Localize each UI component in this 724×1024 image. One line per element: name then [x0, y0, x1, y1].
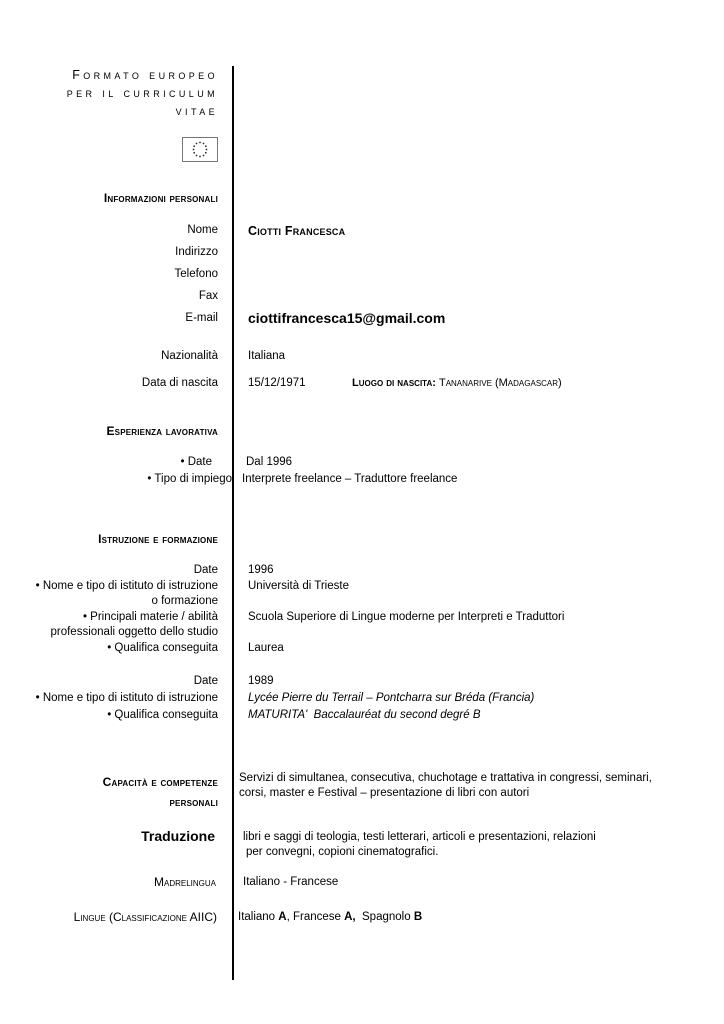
- lingue-value: [238, 910, 422, 925]
- cv-title-line-3: vitae: [175, 104, 218, 118]
- cv-title: [40, 66, 218, 120]
- nazionalita-label: Nazionalità: [161, 350, 218, 362]
- nascita-value: 15/12/1971: [248, 377, 306, 389]
- edu1-qualifica-label: • Qualifica conseguita: [107, 642, 218, 654]
- luogo-label: Luogo di nascita:: [352, 377, 436, 389]
- edu1-istituto-value: Università di Trieste: [248, 580, 349, 592]
- edu2-qualifica-label: • Qualifica conseguita: [107, 709, 218, 721]
- edu1-materie-label-line-2: professionali oggetto dello studio: [50, 626, 218, 638]
- nome-value: Ciotti Francesca: [248, 224, 346, 238]
- madrelingua-label: Madrelingua: [153, 875, 216, 889]
- edu2-qualifica-value: MATURITA' Baccalauréat du second degré B: [248, 709, 481, 721]
- skills-text-line-2: corsi, master e Festival – presentazione di libri con autori: [239, 787, 530, 799]
- edu1-materie-label-line-1: • Principali materie / abilità: [82, 611, 218, 623]
- edu2-istituto-label: • Nome e tipo di istituto di istruzione: [35, 692, 218, 704]
- lingua-1-grade: A: [278, 911, 287, 923]
- lingua-2-grade: A,: [344, 911, 356, 923]
- section-skills: [40, 772, 218, 812]
- edu1-materie-label: [20, 610, 218, 640]
- madrelingua-value: Italiano - Francese: [243, 876, 339, 888]
- skills-text-line-1: Servizi di simultanea, consecutiva, chuchotage e trattativa in congressi, seminari,: [239, 772, 652, 784]
- indirizzo-label: Indirizzo: [175, 246, 218, 258]
- traduzione-text-line-1: libri e saggi di teologia, testi letterari, articoli e presentazioni, relazioni: [243, 831, 596, 843]
- work-date-label: • Date: [180, 456, 212, 468]
- edu1-materie-value: Scuola Superiore di Lingue moderne per Interpreti e Traduttori: [248, 611, 565, 623]
- edu1-istituto-label-line-1: • Nome e tipo di istituto di istruzione: [35, 580, 218, 592]
- luogo-nascita: [352, 376, 562, 391]
- edu1-qualifica-value: Laurea: [248, 642, 284, 654]
- lingua-1: Italiano: [238, 911, 279, 923]
- skills-text: [239, 771, 652, 801]
- email-value[interactable]: ciottifrancesca15@gmail.com: [248, 310, 446, 326]
- edu2-istituto-value: Lycée Pierre du Terrail – Pontcharra sur Bréda (Francia): [248, 692, 535, 704]
- section-personal-info: Informazioni personali: [103, 191, 218, 205]
- nascita-label: Data di nascita: [141, 377, 218, 389]
- eu-flag-icon: [182, 137, 218, 162]
- work-tipo-label: • Tipo di impiego: [147, 473, 232, 485]
- vertical-divider: [232, 66, 234, 980]
- section-skills-line-1: Capacità e competenze: [102, 775, 218, 789]
- telefono-label: Telefono: [174, 268, 218, 280]
- nazionalita-value: Italiana: [248, 350, 286, 362]
- fax-label: Fax: [198, 290, 218, 302]
- section-skills-line-2: personali: [169, 795, 218, 809]
- traduzione-text-line-2: per convegni, copioni cinematografici.: [246, 846, 439, 858]
- cv-title-line-1: Formato europeo: [72, 68, 218, 82]
- lingua-2: , Francese: [286, 911, 345, 923]
- traduzione-text: [243, 830, 596, 860]
- traduzione-label: Traduzione: [141, 828, 215, 844]
- cv-title-line-2: per il curriculum: [66, 86, 218, 100]
- work-tipo-value: Interprete freelance – Traduttore freelance: [242, 473, 458, 485]
- edu1-date-label: Date: [193, 564, 218, 576]
- edu1-date-value: 1996: [248, 564, 274, 576]
- edu2-date-value: 1989: [248, 675, 274, 687]
- luogo-value: Tananarive (Madagascar): [438, 377, 562, 389]
- lingue-label: Lingue (Classificazione AIIC): [73, 910, 217, 924]
- edu1-istituto-label: [20, 579, 218, 609]
- email-label: E-mail: [185, 312, 218, 324]
- edu2-date-label: Date: [193, 675, 218, 687]
- section-work-experience: Esperienza lavorativa: [106, 424, 218, 438]
- work-date-value: Dal 1996: [246, 456, 293, 468]
- nome-label: Nome: [187, 224, 218, 236]
- section-education: Istruzione e formazione: [98, 532, 218, 546]
- lingua-3-grade: B: [413, 911, 423, 923]
- edu1-istituto-label-line-2: o formazione: [151, 595, 218, 607]
- lingua-3: Spagnolo: [355, 911, 414, 923]
